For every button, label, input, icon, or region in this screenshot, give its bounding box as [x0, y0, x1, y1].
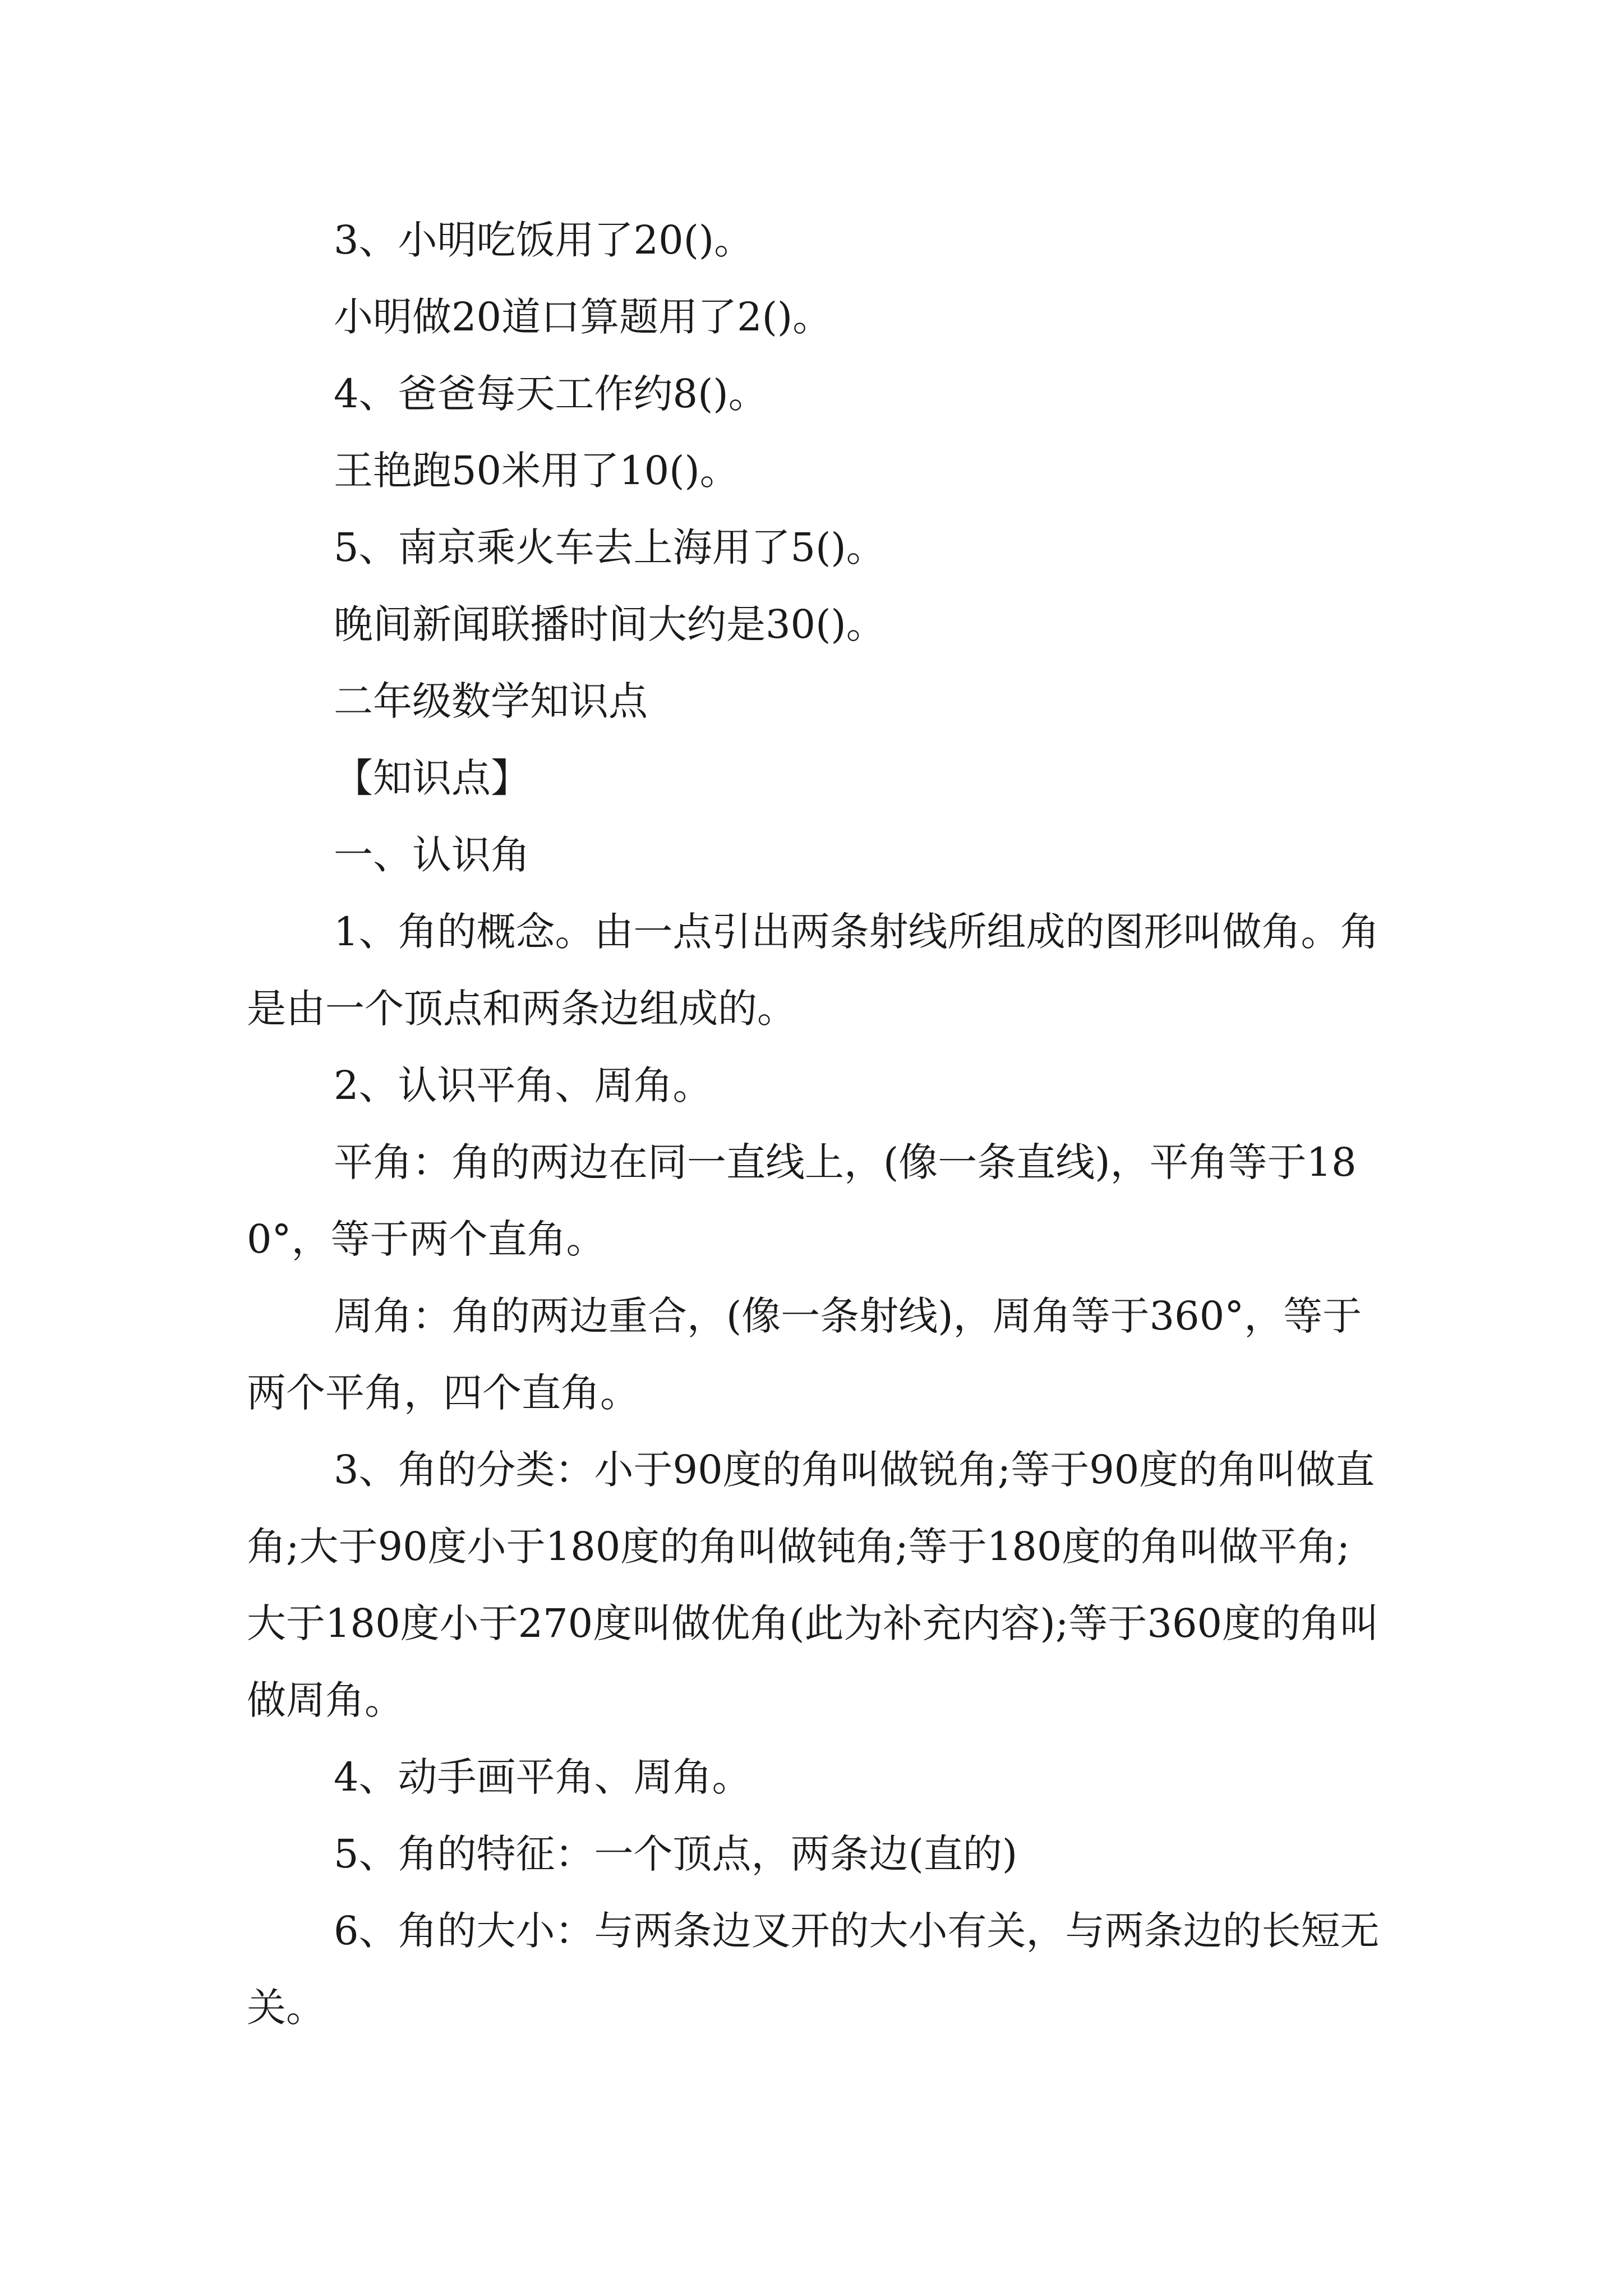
paragraph-question-3a: 3、小明吃饭用了20()。	[334, 217, 754, 263]
paragraph-angle-size: 6、角的大小：与两条边叉开的大小有关，与两条边的长短无关。	[247, 1908, 1380, 2031]
paragraph-angle-concept: 1、角的概念。由一点引出两条射线所组成的图形叫做角。角是由一个顶点和两条边组成的。	[247, 909, 1380, 1032]
paragraph-draw-angles: 4、动手画平角、周角。	[334, 1754, 751, 1800]
subheading-knowledge: 【知识点】	[334, 755, 530, 801]
paragraph-angle-classification: 3、角的分类：小于90度的角叫做锐角;等于90度的角叫做直角;大于90度小于180度的角叫做钝角;等于180度的角叫做平角;大于180度小于270度叫做优角(此为补充内容);等于360度的角叫做周角。	[247, 1447, 1380, 1723]
paragraph-straight-angle: 平角：角的两边在同一直线上，(像一条直线)，平角等于180°，等于两个直角。	[247, 1139, 1357, 1262]
chapter-heading: 一、认识角	[334, 832, 530, 878]
paragraph-question-3b: 小明做20道口算题用了2()。	[334, 294, 832, 340]
paragraph-straight-full-angle: 2、认识平角、周角。	[334, 1062, 712, 1108]
paragraph-full-angle: 周角：角的两边重合，(像一条射线)，周角等于360°，等于两个平角，四个直角。	[247, 1293, 1362, 1416]
paragraph-question-5a: 5、南京乘火车去上海用了5()。	[334, 524, 886, 570]
paragraph-question-4b: 王艳跑50米用了10()。	[334, 448, 739, 494]
paragraph-question-4a: 4、爸爸每天工作约8()。	[334, 371, 768, 417]
paragraph-angle-features: 5、角的特征：一个顶点，两条边(直的)	[334, 1831, 1018, 1877]
document-body	[247, 202, 1380, 2046]
paragraph-question-5b: 晚间新闻联播时间大约是30()。	[334, 601, 886, 647]
section-heading: 二年级数学知识点	[334, 678, 648, 724]
